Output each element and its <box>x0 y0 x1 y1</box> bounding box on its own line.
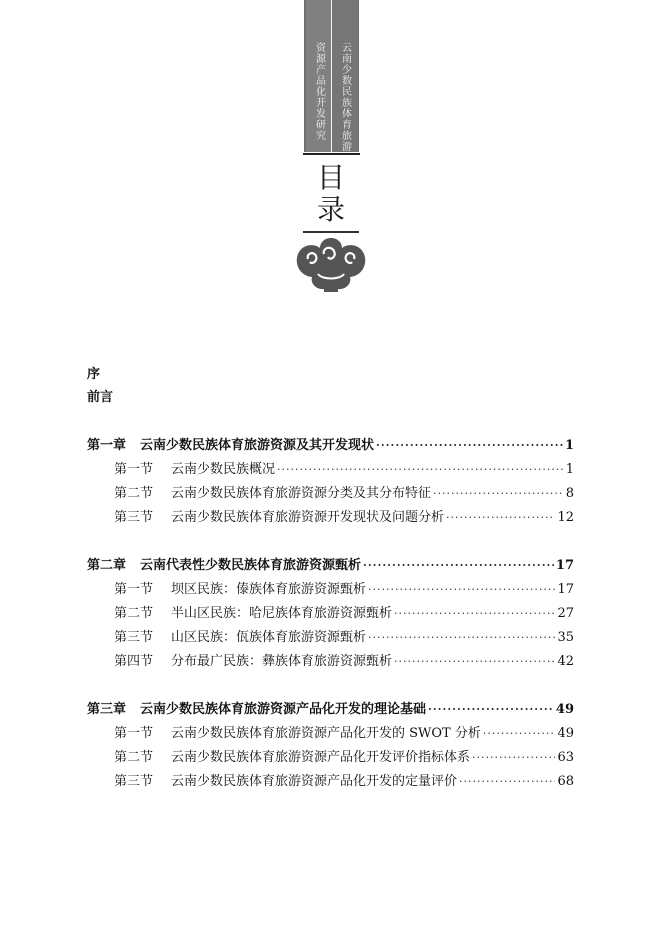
dot-leader <box>433 484 564 504</box>
section-title: 云南少数民族体育旅游资源开发现状及问题分析 <box>171 510 445 525</box>
section-title: 云南少数民族体育旅游资源分类及其分布特征 <box>171 486 432 501</box>
entry-label: 序 <box>87 367 101 382</box>
toc-chapter-3[interactable] <box>87 700 574 720</box>
toc-section-1-3[interactable] <box>114 508 574 528</box>
toc-section-1-1[interactable] <box>114 460 574 480</box>
page-number: 68 <box>557 774 574 789</box>
page-number: 1 <box>565 462 574 477</box>
page-number: 63 <box>557 750 574 765</box>
toc-heading-char-2: 录 <box>316 193 345 226</box>
toc-section-3-2[interactable] <box>114 748 574 768</box>
toc-section-2-3[interactable] <box>114 628 574 648</box>
dot-leader <box>368 628 555 648</box>
dot-leader <box>394 604 555 624</box>
toc-section-2-1[interactable] <box>114 580 574 600</box>
dot-leader <box>459 772 555 792</box>
chapter-number: 第二章 <box>87 558 127 573</box>
toc-section-3-1[interactable] <box>114 724 574 744</box>
dot-leader <box>394 652 555 672</box>
section-title: 云南少数民族概况 <box>171 462 276 477</box>
section-number: 第一节 <box>114 726 154 741</box>
section-number: 第二节 <box>114 606 154 621</box>
section-title: 半山区民族：哈尼族体育旅游资源甄析 <box>171 606 393 621</box>
page-number: 42 <box>557 654 574 669</box>
toc-section-3-3[interactable] <box>114 772 574 792</box>
dot-leader <box>428 700 554 720</box>
title-banner <box>304 0 359 152</box>
toc-heading-char-1: 目 <box>316 161 345 194</box>
page-number: 12 <box>557 510 574 525</box>
page-number: 17 <box>555 558 574 573</box>
entry-label: 前言 <box>87 390 114 405</box>
chapter-number: 第三章 <box>87 702 127 717</box>
toc-entry-foreword[interactable] <box>87 388 287 408</box>
toc-section-2-4[interactable] <box>114 652 574 672</box>
section-number: 第四节 <box>114 654 154 669</box>
section-number: 第三节 <box>114 774 154 789</box>
chapter-title: 云南少数民族体育旅游资源产品化开发的理论基础 <box>140 702 427 717</box>
toc-entry-preface[interactable] <box>87 365 287 385</box>
toc-chapter-2[interactable] <box>87 556 574 576</box>
section-number: 第一节 <box>114 582 154 597</box>
dot-leader <box>363 556 554 576</box>
section-title: 分布最广民族：彝族体育旅游资源甄析 <box>171 654 393 669</box>
dot-leader <box>446 508 555 528</box>
dot-leader <box>376 436 563 456</box>
page-number: 27 <box>557 606 574 621</box>
section-number: 第二节 <box>114 750 154 765</box>
dot-leader <box>277 460 564 480</box>
dot-leader <box>368 580 555 600</box>
chapter-title: 云南少数民族体育旅游资源及其开发现状 <box>140 438 375 453</box>
toc-section-2-2[interactable] <box>114 604 574 624</box>
page-number: 49 <box>555 702 574 717</box>
toc-chapter-1[interactable] <box>87 436 574 456</box>
section-number: 第三节 <box>114 630 154 645</box>
page-number: 17 <box>557 582 574 597</box>
section-title: 坝区民族：傣族体育旅游资源甄析 <box>171 582 367 597</box>
cloud-ornament-icon <box>294 234 368 292</box>
section-number: 第二节 <box>114 486 154 501</box>
banner-base-rule <box>303 153 360 155</box>
dot-leader <box>483 724 556 744</box>
banner-subtitle: 资源产品化开发研究 <box>313 42 325 141</box>
section-title: 云南少数民族体育旅游资源产品化开发的定量评价 <box>171 774 458 789</box>
page-number: 8 <box>565 486 574 501</box>
toc-heading <box>300 162 362 226</box>
dot-leader <box>472 748 555 768</box>
section-title: 云南少数民族体育旅游资源产品化开发评价指标体系 <box>171 750 471 765</box>
chapter-title: 云南代表性少数民族体育旅游资源甄析 <box>140 558 362 573</box>
section-number: 第一节 <box>114 462 154 477</box>
section-title: 云南少数民族体育旅游资源产品化开发的 SWOT 分析 <box>171 726 481 741</box>
section-number: 第三节 <box>114 510 154 525</box>
heading-rule <box>303 231 359 233</box>
chapter-number: 第一章 <box>87 438 127 453</box>
banner-title: 云南少数民族体育旅游 <box>339 42 351 152</box>
page-number: 35 <box>557 630 574 645</box>
section-title: 山区民族：佤族体育旅游资源甄析 <box>171 630 367 645</box>
toc-section-1-2[interactable] <box>114 484 574 504</box>
page-number: 49 <box>557 726 574 741</box>
page-number: 1 <box>564 438 574 453</box>
